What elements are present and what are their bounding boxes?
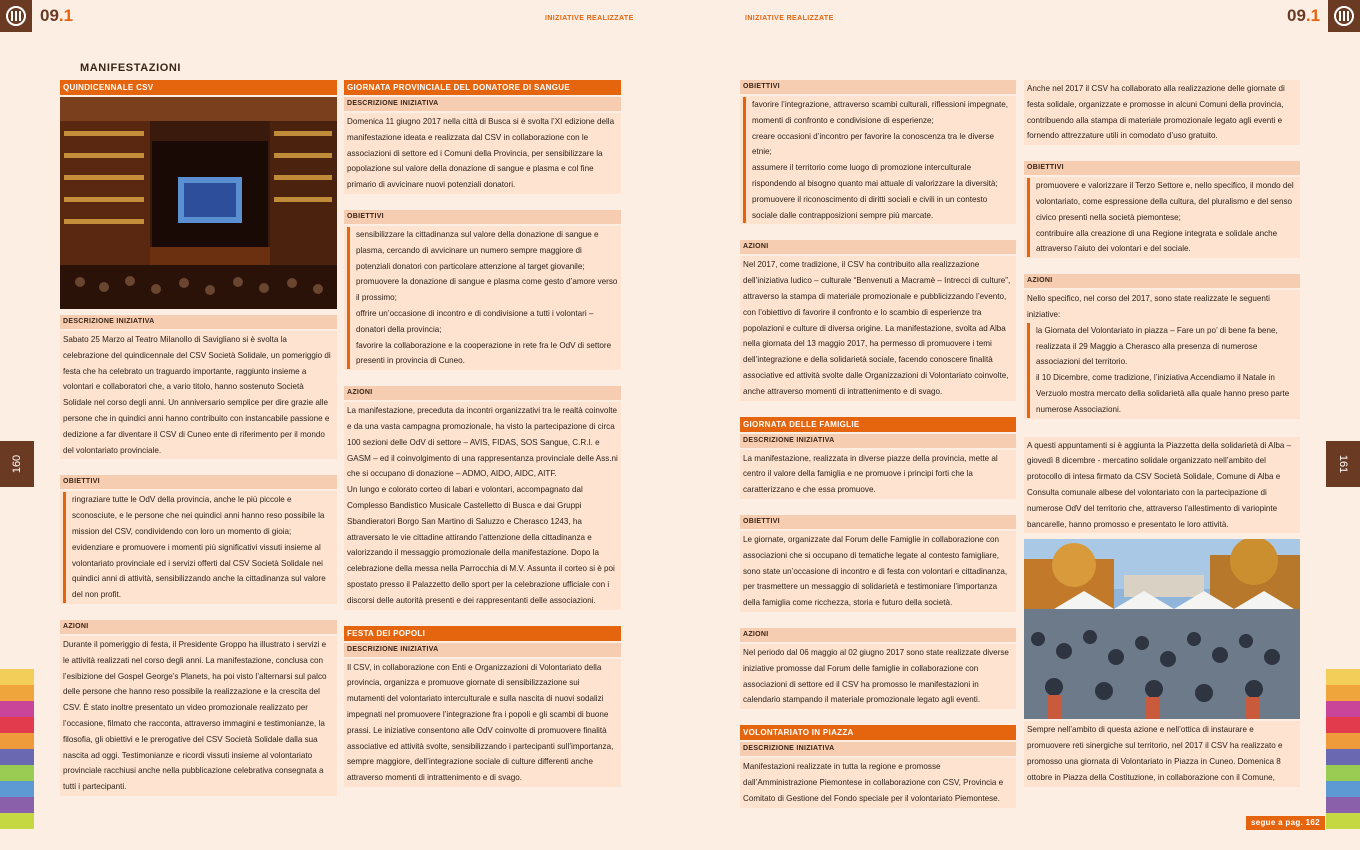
page-number-right: 161: [1326, 441, 1360, 487]
list-obiettivi-2: [344, 226, 621, 370]
text-azioni-2: La manifestazione, preceduta da incontri organizzativi tra le realtà coinvolte e da una vasta campagna promozionale, ha visto la partecipazione di circa 100 sezioni delle OdV di settore – AVIS, FIDAS, SOS Sangue, C.R.I. e GASM – ed il coinvolgimento di una rappresentanza provinciale delle Ass.ni che si occupano di donazione – ADMO, AIDO, AIDC, AITF. Un lungo e colorato corteo di labari e volontari, accompagnato dal Complesso Bandistico Musicale Castelletto di Busca e dai Gruppi Sbandieratori Borgo San Martino di Saluzzo e Cherasco 1243, ha attraversato le vie cittadine attirando l’attenzione della cittadinanza e valorizzando il messaggio promozionale della manifestazione. Dopo la celebrazione della messa nella Parrocchia di M.V. Assunta il corteo si è poi spostato presso il Palazzetto dello sport per la celebrazione ufficiale con i discorsi delle autorità presenti e dei rappresentanti delle associazioni.: [344, 402, 621, 609]
text-descrizione-1: Sabato 25 Marzo al Teatro Milanollo di Savigliano si è svolta la celebrazione del quindicennale del CSV Società Solidale, un pomeriggio di festa che ha celebrato un traguardo importante, raggiunto insieme a volontari e collaboratori che, a vario titolo, hanno sostenuto Società Solidale nel corso degli anni. Un anniversario semplice per dire grazie alle persone che in quindici anni hanno contribuito con instancabile passione e dedizione a far diventare il CSV di Cuneo ente di riferimento per il mondo del volontariato provinciale.: [60, 331, 337, 459]
label-azioni-vol: AZIONI: [1024, 274, 1300, 288]
color-index-bar-left: [0, 669, 34, 829]
band-festa-popoli: FESTA DEI POPOLI: [344, 626, 621, 641]
csv-logo-icon: [1328, 0, 1360, 32]
color-swatch: [1326, 813, 1360, 829]
color-swatch: [0, 749, 34, 765]
list-azioni-vol: Nello specifico, nel corso del 2017, sono state realizzate le seguenti iniziative: la Giornata del Volontariato in piazza – Fare un po’ di bene fa bene, realizzata il 29 Maggio a Cherasco alla presenza di numerose associazioni del territorio. il 10 Dicembre, come tradizione, l’iniziativa Accendiamo il Natale in Verzuolo mostra mercato della solidarietà alla quale hanno preso parte numerose Associazioni.: [1024, 290, 1300, 418]
band-volontariato-piazza: VOLONTARIATO IN PIAZZA: [740, 725, 1016, 740]
color-swatch: [1326, 781, 1360, 797]
right-page: [680, 0, 1360, 850]
column-quindicennale: [60, 80, 337, 796]
label-azioni-fam: AZIONI: [740, 628, 1016, 642]
color-swatch: [1326, 685, 1360, 701]
list-item: offrire un’occasione di incontro e di condivisione a tutti i volontari – donatori della provincia;: [347, 306, 618, 338]
theatre-photo: [60, 97, 337, 309]
csv-logo-icon: [0, 0, 32, 32]
label-descrizione-2: DESCRIZIONE INIZIATIVA: [344, 97, 621, 111]
label-azioni-1: AZIONI: [60, 620, 337, 634]
text-final: Sempre nell’ambito di questa azione e nell’ottica di instaurare e promuovere reti sinergiche sul territorio, nel 2017 il CSV ha realizzato e promosso una giornata di Volontariato in Piazza in Cuneo. Domenica 8 ottobre in Piazza della Costituzione, in collaborazione con il Comune,: [1024, 721, 1300, 786]
column-volontariato-cont: [1024, 80, 1300, 787]
color-swatch: [0, 797, 34, 813]
text-descrizione-2: Domenica 11 giugno 2017 nella città di Busca si è svolta l’XI edizione della manifestazione ideata e realizzata dal CSV in collaborazione con le associazioni di settore ed i Comuni della Provincia, per sensibilizzare la popolazione sul valore della donazione di sangue e plasma e col fine primario di avvicinare nuovi potenziali donatori.: [344, 113, 621, 194]
label-obiettivi-vol: OBIETTIVI: [1024, 161, 1300, 175]
band-quindicennale: QUINDICENNALE CSV: [60, 80, 337, 95]
list-item: promuovere il riconoscimento di diritti sociali e civili in un contesto sociale dalle contrapposizioni sempre più marcate.: [743, 192, 1013, 224]
text-obiettivi-fam: Le giornate, organizzate dal Forum delle Famiglie in collaborazione con associazioni che si occupano di tematiche legate al contesto famigliare, sono state un’occasione di incontro e di festa con volontari e cittadinanza, per trasmettere un messaggio di solidarietà e testimoniare l’importanza della famiglia come ricchezza, storia e futuro della società.: [740, 531, 1016, 612]
list-item: favorire la collaborazione e la cooperazione in rete fra le OdV di settore presenti in provincia di Cuneo.: [347, 338, 618, 370]
list-obiettivi-3: [740, 96, 1016, 224]
section-header-left: INIZIATIVE REALIZZATE: [545, 15, 634, 22]
chapter-number-right: 09.1: [1287, 6, 1321, 25]
list-item: la Giornata del Volontariato in piazza – Fare un po’ di bene fa bene, realizzata il 29 Maggio a Cherasco alla presenza di numerose associazioni del territorio.: [1027, 323, 1297, 370]
list-obiettivi-vol: [1024, 177, 1300, 258]
color-swatch: [1326, 717, 1360, 733]
list-item: evidenziare e promuovere i momenti più significativi vissuti insieme al volontariato provinciale ed i servizi offerti dal CSV Società Solidale nei quindici anni di attività, sensibilizzando anche la cittadinanza sul valore del non profit.: [63, 540, 334, 603]
color-swatch: [1326, 669, 1360, 685]
color-swatch: [0, 717, 34, 733]
text-descrizione-3: Il CSV, in collaborazione con Enti e Organizzazioni di Volontariato della provincia, organizza e promuove giornate di sensibilizzazione sui mutamenti del volontariato interculturale e sulla nascita di nuovi sodalizi impegnati nel promuovere l’integrazione fra i popoli e gli scambi di buone prassi. Le iniziative consentono alle OdV coinvolte di promuovere finalità associative ed attività svolte, sensibilizzando i partecipanti sull’importanza, sempre maggiore, dell’integrazione sociale di culture differenti anche attraverso momenti di intrattenimento e di svago.: [344, 659, 621, 787]
list-obiettivi-1: [60, 491, 337, 604]
label-obiettivi-2: OBIETTIVI: [344, 210, 621, 224]
list-item: creare occasioni d’incontro per favorire la conoscenza tra le diverse etnie;: [743, 129, 1013, 161]
band-donatore: GIORNATA PROVINCIALE DEL DONATORE DI SANGUE: [344, 80, 621, 95]
list-item: ringraziare tutte le OdV della provincia, anche le più piccole e sconosciute, e le persone che nei quindici anni hanno reso possibile la mission del CSV, condividendo con loro un momento di gioia;: [63, 492, 334, 539]
text-azioni-3: Nel 2017, come tradizione, il CSV ha contribuito alla realizzazione dell’iniziativa ludico – culturale “Benvenuti a Macramè – Intrecci di culture”, attraverso la stampa di materiale promozionale e pubblicizzando l’evento, con l’obiettivo di favorire il confronto e lo scambio di esperienze tra popolazioni e culture di diversa origine. La manifestazione, svolta ad Alba nella giornata del 13 maggio 2017, ha permesso di promuovere i temi dell’integrazione e della solidarietà sociale, facendo conoscere finalità associative ed attività svolte dalle Organizzazioni di Volontariato coinvolte, anche attraverso momenti di intrattenimento e di svago.: [740, 256, 1016, 400]
label-descrizione-3: DESCRIZIONE INIZIATIVA: [344, 643, 621, 657]
text-piazzetta: A questi appuntamenti si è aggiunta la Piazzetta della solidarietà di Alba – giovedì 8 dicembre - mercatino solidale organizzato nell’ambito del protocollo di intesa firmato da CSV Società Solidale, Comune di Alba e Consulta comunale albese del volontariato con la partecipazione di numerose OdV del territorio che, attraverso l’allestimento di variopinte bancarelle, hanno promosso e presentato le loro attività.: [1024, 437, 1300, 534]
label-descrizione-1: DESCRIZIONE INIZIATIVA: [60, 315, 337, 329]
color-swatch: [0, 765, 34, 781]
color-swatch: [0, 813, 34, 829]
list-item: promuovere la donazione di sangue e plasma come gesto d’amore verso il prossimo;: [347, 274, 618, 306]
color-swatch: [1326, 797, 1360, 813]
chapter-number-left: 09.1: [40, 6, 74, 25]
list-item: contribuire alla creazione di una Regione integrata e solidale anche attraverso l’aiuto dei volontari e del sociale.: [1027, 226, 1297, 258]
section-header-right: INIZIATIVE REALIZZATE: [745, 15, 834, 22]
label-obiettivi-1: OBIETTIVI: [60, 475, 337, 489]
text-azioni-1: Durante il pomeriggio di festa, il Presidente Groppo ha illustrato i servizi e le attività realizzati nel corso degli anni. La manifestazione, conclusa con l’esibizione del Gospel George’s Planets, ha poi visto l’alternarsi sul palco delle persone che hanno reso possibile la realizzazione e la crescita del CSV. È stato inoltre presentato un video promozionale realizzato per l’occasione, filmato che racconta, attraverso immagini e testimonianze, la filosofia, gli obiettivi e le prerogative del CSV Società Solidale dalla sua nascita ad oggi. Testimonianze e ricordi vissuti insieme al volontariato provinciale racchiusi anche nella pubblicazione celebrativa consegnata a tutti i partecipanti.: [60, 636, 337, 796]
column-donatore: [344, 80, 621, 787]
list-item: il 10 Dicembre, come tradizione, l’iniziativa Accendiamo il Natale in Verzuolo mostra mercato della solidarietà alla quale hanno preso parte numerose Associazioni.: [1027, 370, 1297, 417]
section-title: MANIFESTAZIONI: [80, 62, 182, 74]
text-azioni-fam: Nel periodo dal 06 maggio al 02 giugno 2017 sono state realizzate diverse iniziative promosse dal Forum delle famiglie in collaborazione con associazioni di settore ed il CSV ha promosso le manifestazioni in calendario stampando il materiale promozionale legato agli eventi.: [740, 644, 1016, 709]
band-famiglie: GIORNATA DELLE FAMIGLIE: [740, 417, 1016, 432]
page-number-left: 160: [0, 441, 34, 487]
text-descrizione-vol: Manifestazioni realizzate in tutta la regione e promosse dall’Amministrazione Piemontese in collaborazione con CSV, Provincia e Comitato di Gestione del Fondo speciale per il volontariato Piemontese.: [740, 758, 1016, 807]
list-item: sensibilizzare la cittadinanza sul valore della donazione di sangue e plasma, cercando di avvicinare un numero sempre maggiore di potenziali donatori con particolare attenzione al target giovanile;: [347, 227, 618, 274]
label-obiettivi-3: OBIETTIVI: [740, 80, 1016, 94]
label-obiettivi-fam: OBIETTIVI: [740, 515, 1016, 529]
color-swatch: [1326, 765, 1360, 781]
market-photo: [1024, 539, 1300, 719]
text-descrizione-fam: La manifestazione, realizzata in diverse piazze della provincia, mette al centro il valore della famiglia e ne promuove i principi forti che la caratterizzano e che essa promuove.: [740, 450, 1016, 499]
list-item: favorire l’integrazione, attraverso scambi culturali, riflessioni impegnate, momenti di confronto e condivisione di esperienze;: [743, 97, 1013, 129]
label-descrizione-fam: DESCRIZIONE INIZIATIVA: [740, 434, 1016, 448]
color-swatch: [0, 685, 34, 701]
label-descrizione-vol: DESCRIZIONE INIZIATIVA: [740, 742, 1016, 756]
color-index-bar-right: [1326, 669, 1360, 829]
color-swatch: [0, 701, 34, 717]
label-azioni-3: AZIONI: [740, 240, 1016, 254]
color-swatch: [0, 733, 34, 749]
color-swatch: [0, 781, 34, 797]
color-swatch: [1326, 749, 1360, 765]
color-swatch: [1326, 733, 1360, 749]
continue-label: segue a pag. 162: [1246, 816, 1325, 830]
list-item: assumere il territorio come luogo di promozione interculturale rispondendo al bisogno quanto mai attuale di valorizzare la diversità;: [743, 160, 1013, 192]
color-swatch: [0, 669, 34, 685]
column-festa-popoli-cont: [740, 80, 1016, 808]
label-azioni-2: AZIONI: [344, 386, 621, 400]
text-intro-vol: Anche nel 2017 il CSV ha collaborato alla realizzazione delle giornate di festa solidale, organizzate e promosse in alcuni Comuni della provincia, contribuendo alla stampa di materiale promozionale legato agli eventi e fornendo attrezzature utili in comodato d’uso gratuito.: [1024, 80, 1300, 145]
list-item: promuovere e valorizzare il Terzo Settore e, nello specifico, il mondo del volontariato, come espressione della cultura, del pluralismo e del senso civico presenti nella società piemontese;: [1027, 178, 1297, 225]
color-swatch: [1326, 701, 1360, 717]
